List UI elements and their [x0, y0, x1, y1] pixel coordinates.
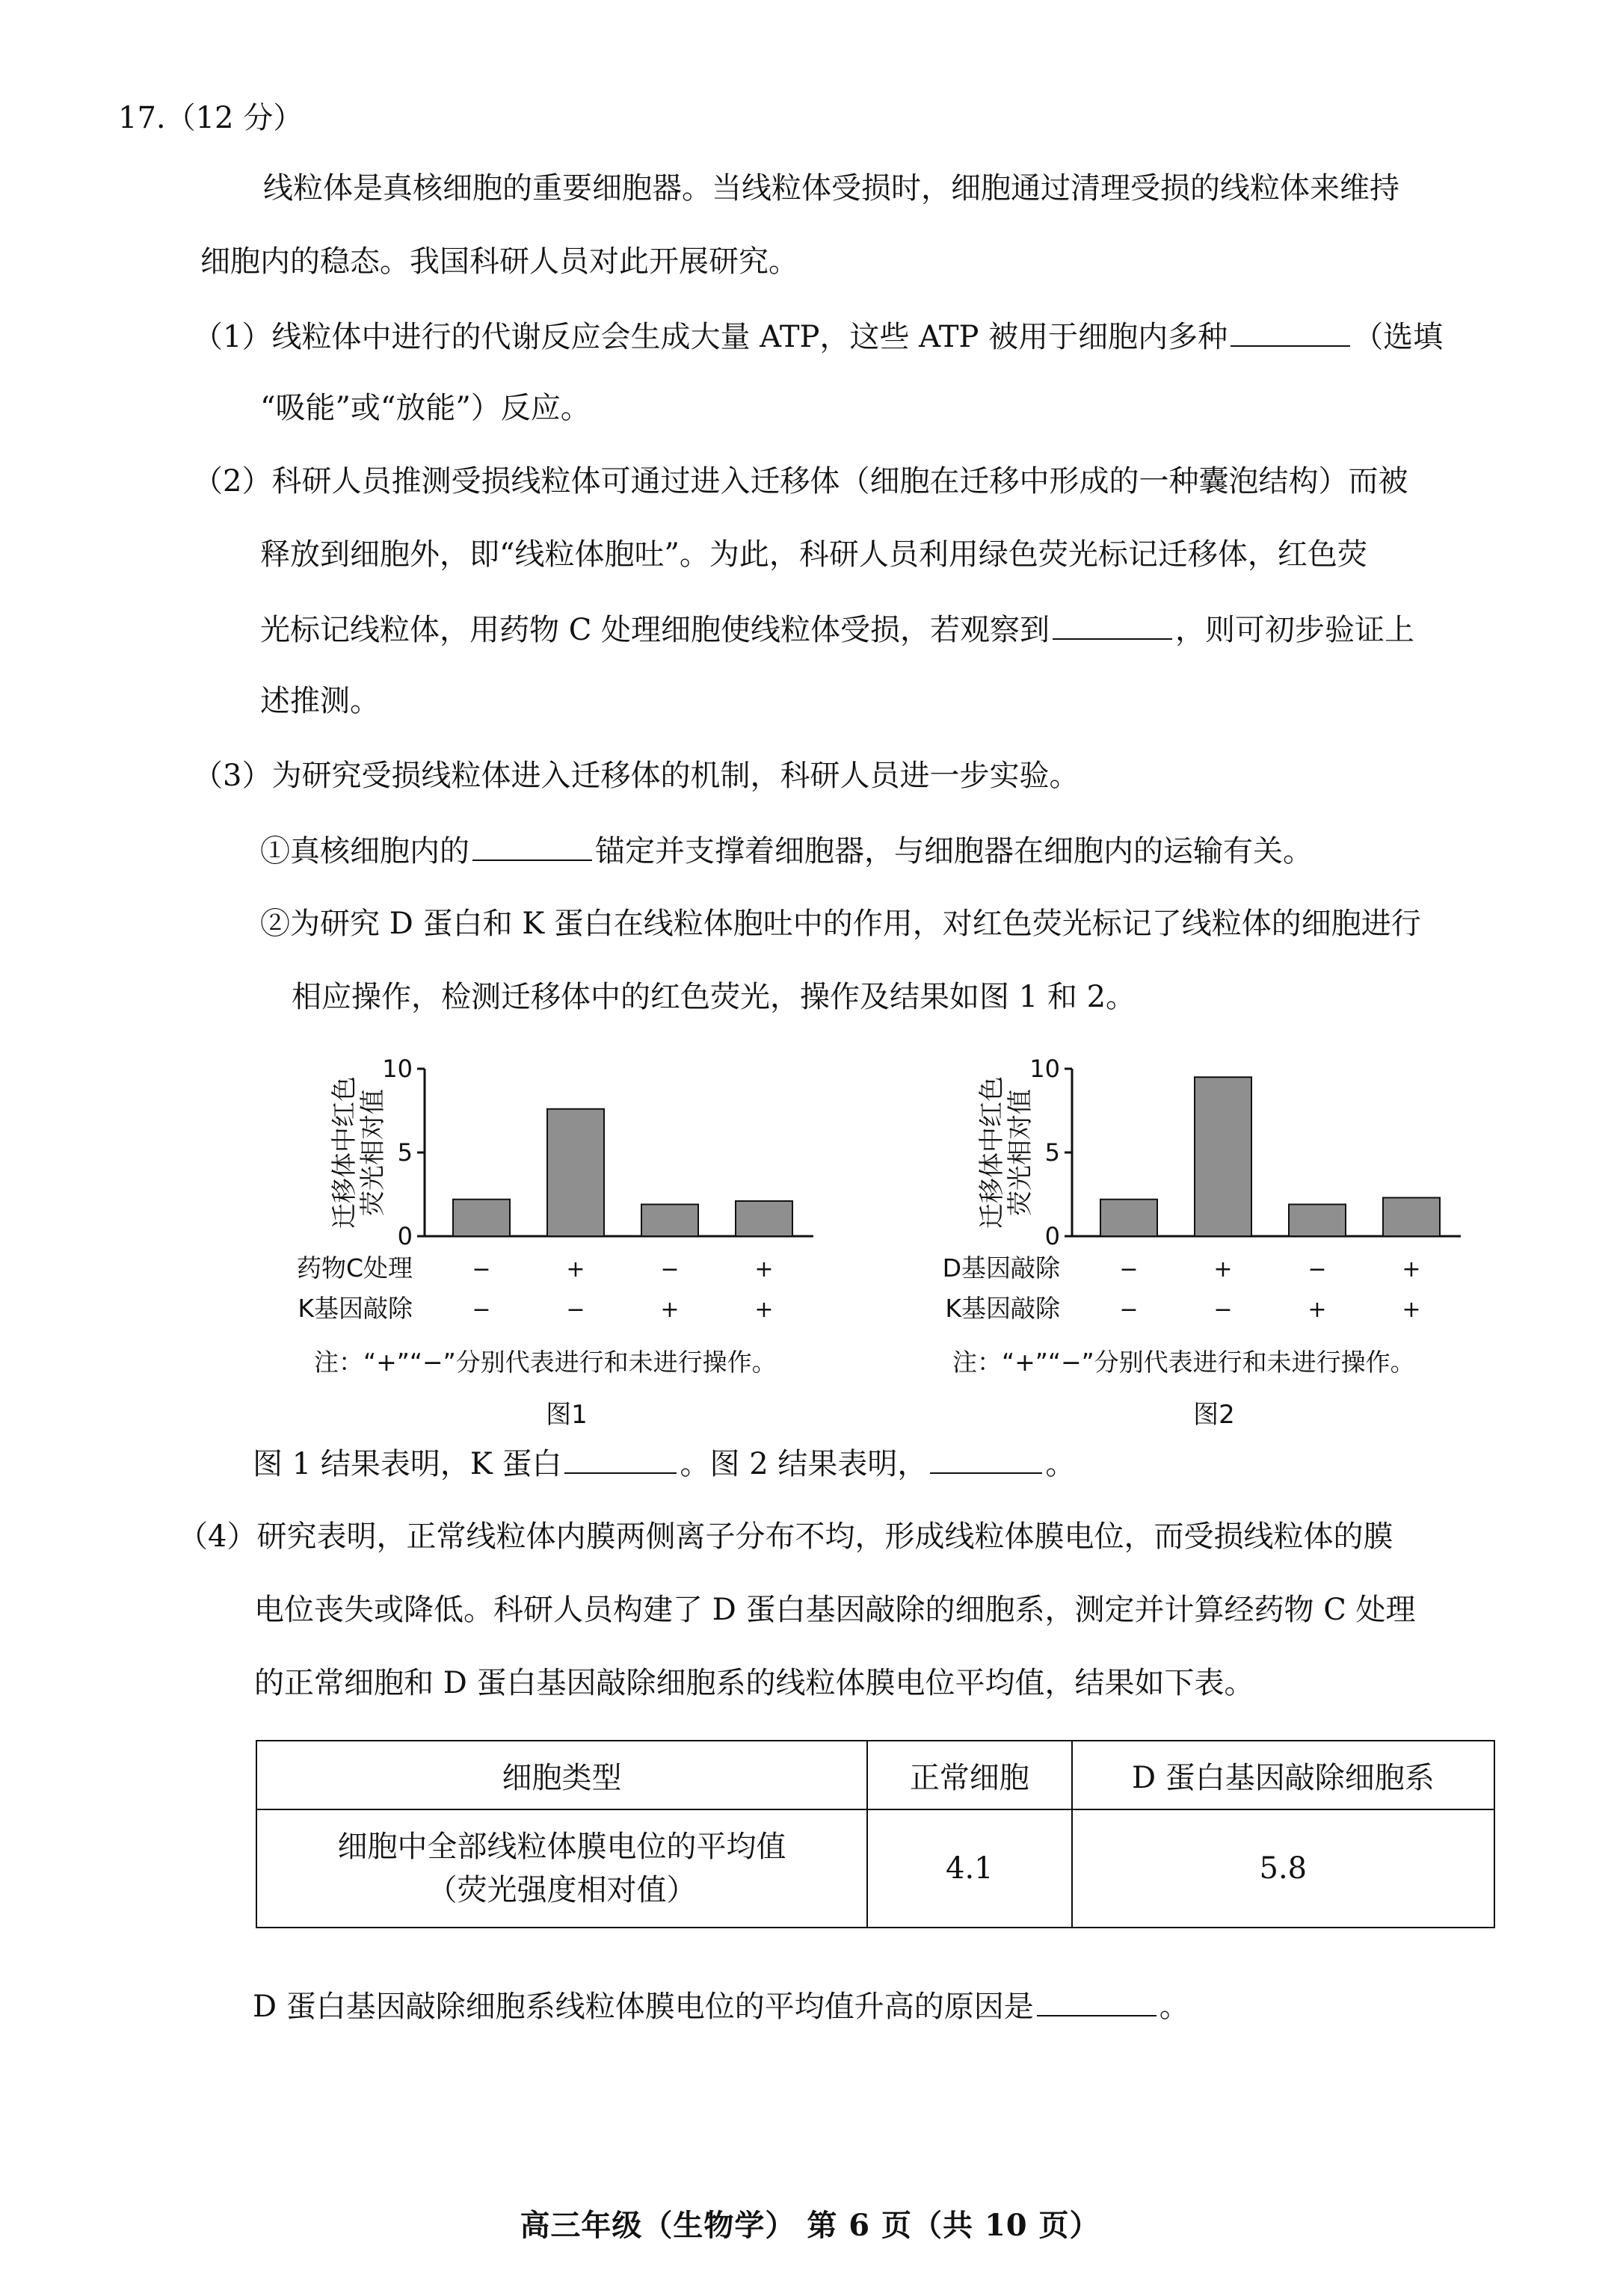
condition-sign: + — [1213, 1256, 1233, 1283]
bar-3 — [641, 1204, 698, 1236]
condition-sign: + — [1308, 1297, 1327, 1323]
table-row-label-line-2: （荧光强度相对值） — [427, 1873, 697, 1907]
condition-label: 药物C处理 — [296, 1253, 413, 1283]
figure-results-line — [253, 1442, 1075, 1484]
figure-note: 注：“+”“−”分别代表进行和未进行操作。 — [314, 1348, 777, 1377]
condition-sign: + — [566, 1256, 585, 1283]
condition-sign: + — [660, 1297, 680, 1323]
question-number: 17.（12 分） — [118, 101, 304, 135]
intro-line-2: 细胞内的稳态。我国科研人员对此开展研究。 — [200, 244, 798, 279]
q1-line-2: “吸能”或“放能”）反应。 — [260, 391, 591, 425]
final-text: D 蛋白基因敲除细胞系线粒体膜电位的平均值升高的原因是 — [253, 1990, 1034, 2024]
fig2-result-text: 。图 2 结果表明， — [680, 1447, 928, 1481]
figure-caption: 图1 — [546, 1400, 588, 1430]
fig1-answer-blank[interactable] — [564, 1442, 677, 1474]
table-row-label — [256, 1809, 867, 1928]
figure-caption: 图2 — [1193, 1400, 1235, 1430]
y-tick-label: 0 — [1044, 1222, 1060, 1250]
y-tick-label: 5 — [397, 1138, 413, 1167]
q1-hint: （选填 — [1353, 320, 1444, 354]
condition-sign: + — [1402, 1256, 1421, 1283]
membrane-potential-table — [256, 1740, 1495, 1928]
y-axis-label-line-2: 荧光相对值 — [1005, 1089, 1035, 1216]
table-header-normal: 正常细胞 — [867, 1741, 1072, 1809]
final-answer-blank[interactable] — [1037, 1985, 1157, 2016]
q3-sub-2-line-1: ②为研究 D 蛋白和 K 蛋白在线粒体胞吐中的作用，对红色荧光标记了线粒体的细胞进行 — [260, 907, 1421, 941]
y-axis-label-line-1: 迁移体中红色 — [330, 1076, 360, 1229]
bar-1 — [1100, 1200, 1157, 1236]
figure-1-bar-chart — [284, 1046, 852, 1435]
table-value-knockout: 5.8 — [1072, 1809, 1494, 1928]
table-header-row — [256, 1741, 1494, 1809]
q3-sub1-text-end: 锚定并支撑着细胞器，与细胞器在细胞内的运输有关。 — [595, 834, 1313, 868]
bar-4 — [1383, 1197, 1440, 1236]
condition-sign: + — [1402, 1297, 1421, 1323]
y-axis-label-line-2: 荧光相对值 — [358, 1089, 388, 1216]
q2-line-2: 释放到细胞外，即“线粒体胞吐”。为此，科研人员利用绿色荧光标记迁移体，红色荧 — [260, 537, 1367, 572]
q2-line-3 — [260, 608, 1414, 649]
bar-4 — [736, 1201, 792, 1236]
q2-text: 光标记线粒体，用药物 C 处理细胞使线粒体受损，若观察到 — [260, 613, 1050, 647]
q1-text: （1）线粒体中进行的代谢反应会生成大量 ATP，这些 ATP 被用于细胞内多种 — [193, 320, 1228, 354]
q3-sub1-text: ①真核细胞内的 — [260, 834, 469, 868]
table-row-label-line-1: 细胞中全部线粒体膜电位的平均值 — [337, 1830, 786, 1864]
q3-sub-2-line-2: 相应操作，检测迁移体中的红色荧光，操作及结果如图 1 和 2。 — [292, 980, 1136, 1014]
final-text-end: 。 — [1159, 1990, 1189, 2024]
fig-result-end: 。 — [1045, 1447, 1076, 1481]
table-row — [256, 1809, 1494, 1928]
table-header-cell-type: 细胞类型 — [256, 1741, 867, 1809]
bar-1 — [453, 1200, 510, 1236]
q4-line-3: 的正常细胞和 D 蛋白基因敲除细胞系的线粒体膜电位平均值，结果如下表。 — [254, 1666, 1254, 1700]
condition-sign: − — [472, 1256, 491, 1283]
figure-note: 注：“+”“−”分别代表进行和未进行操作。 — [952, 1348, 1415, 1377]
y-tick-label: 10 — [1029, 1055, 1060, 1083]
q4-line-1: （4）研究表明，正常线粒体内膜两侧离子分布不均，形成线粒体膜电位，而受损线粒体的膜 — [178, 1519, 1393, 1554]
condition-sign: + — [754, 1297, 774, 1323]
condition-sign: − — [1119, 1297, 1139, 1323]
condition-sign: − — [1213, 1297, 1233, 1323]
fig2-answer-blank[interactable] — [930, 1442, 1042, 1474]
y-tick-label: 0 — [397, 1222, 413, 1250]
q3-line-1: （3）为研究受损线粒体进入迁移体的机制，科研人员进一步实验。 — [193, 759, 1080, 793]
q2-line-1: （2）科研人员推测受损线粒体可通过进入迁移体（细胞在迁移中形成的一种囊泡结构）而被 — [193, 464, 1408, 499]
table-header-knockout: D 蛋白基因敲除细胞系 — [1072, 1741, 1494, 1809]
q2-text-end: ，则可初步验证上 — [1175, 613, 1415, 647]
q2-answer-blank[interactable] — [1053, 608, 1172, 640]
intro-line-1: 线粒体是真核细胞的重要细胞器。当线粒体受损时，细胞通过清理受损的线粒体来维持 — [263, 171, 1399, 206]
page-footer: 高三年级（生物学） 第 6 页（共 10 页） — [520, 2208, 1100, 2243]
table-value-normal: 4.1 — [867, 1809, 1072, 1928]
y-axis-label-line-1: 迁移体中红色 — [977, 1076, 1007, 1229]
y-tick-label: 10 — [382, 1055, 413, 1083]
condition-sign: − — [1308, 1256, 1327, 1283]
condition-sign: + — [754, 1256, 774, 1283]
q1-line-1 — [193, 315, 1443, 357]
q3-sub-1 — [260, 830, 1313, 871]
condition-sign: − — [472, 1297, 491, 1323]
final-question-line — [253, 1985, 1189, 2026]
condition-sign: − — [566, 1297, 585, 1323]
bar-2 — [547, 1109, 604, 1236]
q4-line-2: 电位丧失或降低。科研人员构建了 D 蛋白基因敲除的细胞系，测定并计算经药物 C 处理 — [254, 1593, 1416, 1627]
condition-label: K基因敲除 — [945, 1294, 1060, 1323]
q3-answer-blank-1[interactable] — [472, 830, 592, 861]
condition-label: K基因敲除 — [298, 1294, 413, 1323]
condition-sign: − — [1119, 1256, 1139, 1283]
bar-2 — [1195, 1077, 1251, 1236]
condition-sign: − — [660, 1256, 680, 1283]
condition-label: D基因敲除 — [942, 1253, 1060, 1283]
q2-line-4: 述推测。 — [260, 684, 380, 718]
bar-3 — [1289, 1204, 1346, 1236]
y-tick-label: 5 — [1044, 1138, 1060, 1167]
q1-answer-blank[interactable] — [1231, 315, 1350, 347]
figure-2-bar-chart — [931, 1046, 1500, 1435]
fig1-result-text: 图 1 结果表明，K 蛋白 — [253, 1447, 562, 1481]
